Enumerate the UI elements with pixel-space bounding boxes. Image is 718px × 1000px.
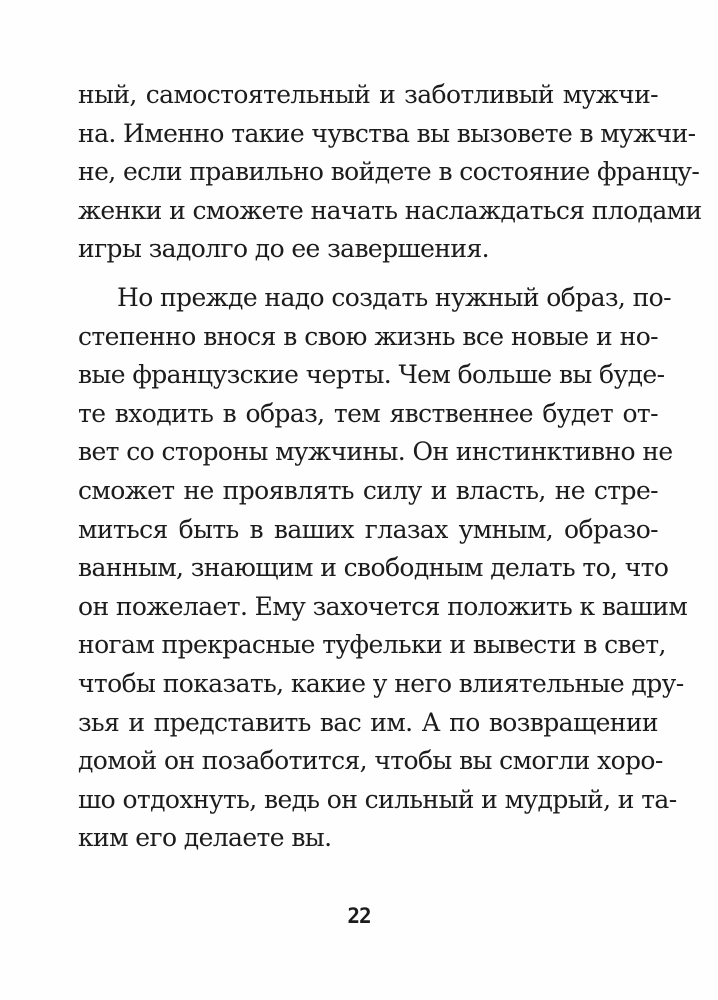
body-text (78, 76, 702, 858)
text-line: женки и сможете начать наслаждаться плодами (78, 195, 702, 225)
text-line: на. Именно такие чувства вы вызовете в мужчи- (78, 118, 696, 148)
text-line: ким его делаете вы. (78, 823, 332, 853)
paragraph-gap (78, 269, 658, 279)
text-line: те входить в образ, тем явственнее будет от- (78, 398, 658, 428)
text-line: зья и представить вас им. А по возвращении (78, 707, 658, 737)
text-line: миться быть в ваших глазах умным, образо- (78, 514, 658, 544)
text-line: Но прежде надо создать нужный образ, по- (117, 282, 671, 312)
paragraph-1 (78, 76, 702, 269)
text-line: он пожелает. Ему захочется положить к вашим (78, 591, 688, 621)
text-line: сможет не проявлять силу и власть, не стре- (78, 475, 658, 505)
text-line: ванным, знающим и свободным делать то, что (78, 553, 669, 583)
text-line: шо отдохнуть, ведь он сильный и мудрый, и та- (78, 784, 677, 814)
text-line: домой он позаботится, чтобы вы смогли хоро- (78, 746, 663, 776)
text-line: не, если правильно войдете в состояние францу- (78, 157, 700, 187)
paragraph-2 (78, 279, 688, 858)
text-line: ногам прекрасные туфельки и вывести в свет, (78, 630, 666, 660)
page-number: 22 (347, 904, 371, 928)
text-line: степенно внося в свою жизнь все новые и но- (78, 321, 658, 351)
text-line: вые французские черты. Чем больше вы буде- (78, 360, 665, 390)
text-line: ный, самостоятельный и заботливый мужчи- (78, 80, 658, 109)
text-line: чтобы показать, какие у него влиятельные дру- (78, 668, 684, 698)
text-line: вет со стороны мужчины. Он инстинктивно не (78, 437, 673, 467)
text-line: игры задолго до ее завершения. (78, 234, 489, 264)
